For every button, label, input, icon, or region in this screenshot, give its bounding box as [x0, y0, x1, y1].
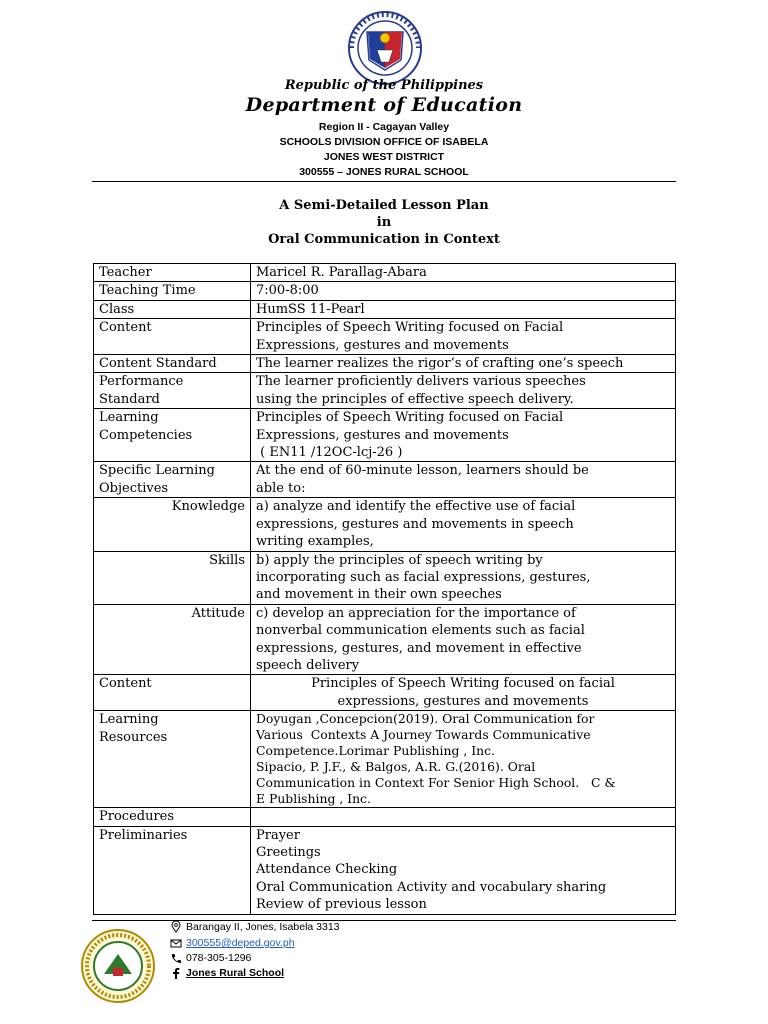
- text-line: incorporating such as facial expressions, gestures,: [256, 569, 591, 585]
- text-line: expressions, gestures, and movement in effective: [256, 640, 582, 656]
- label-cell: Knowledge: [94, 498, 251, 551]
- text-line: nonverbal communication elements such as facial: [256, 623, 585, 639]
- value-cell: [251, 826, 676, 914]
- address-line: [170, 921, 340, 933]
- text-line: The learner realizes the rigor’s of crafting one’s speech: [256, 356, 624, 372]
- text-line: The learner proficiently delivers various speeches: [256, 374, 586, 390]
- text-line: E Publishing , Inc.: [256, 791, 371, 807]
- text-line: writing examples,: [256, 534, 374, 550]
- label-cell: [94, 711, 251, 808]
- table-row: [94, 826, 676, 914]
- email-line: [170, 937, 295, 949]
- label-cell: Content Standard: [94, 355, 251, 373]
- label-line: Objectives: [99, 480, 169, 496]
- value-cell: [251, 675, 676, 711]
- table-row: [94, 373, 676, 409]
- text-line: Expressions, gestures and movements: [256, 427, 509, 443]
- table-row: [94, 355, 676, 373]
- text-line: expressions, gestures and movements in speech: [256, 516, 574, 532]
- value-cell: Maricel R. Parallag-Abara: [251, 264, 676, 282]
- table-row: [94, 319, 676, 355]
- text-line: expressions, gestures and movements: [337, 693, 589, 709]
- label-line: Standard: [99, 391, 160, 407]
- text-line: Prayer: [256, 827, 300, 843]
- table-row: [94, 282, 676, 300]
- text-line: Communication in Context For Senior High School. C &: [256, 775, 616, 791]
- lesson-plan-subject: Oral Communication in Context: [268, 232, 500, 247]
- text-line: speech delivery: [256, 657, 360, 673]
- text-line: Greetings: [256, 844, 321, 860]
- text-line: a) analyze and identify the effective use of facial: [256, 499, 576, 515]
- label-line: Learning: [99, 410, 159, 426]
- location-icon: [170, 921, 182, 933]
- region-text: Region II - Cagayan Valley: [318, 121, 450, 133]
- table-row: [94, 675, 676, 711]
- deped-seal-logo: [337, 10, 433, 86]
- table-row: [94, 264, 676, 282]
- phone-text: 078-305-1296: [186, 952, 252, 964]
- lesson-plan-table: [93, 263, 676, 915]
- text-line: Principles of Speech Writing focused on facial: [311, 676, 615, 692]
- school-logo: [80, 928, 156, 1004]
- district-text: JONES WEST DISTRICT: [323, 151, 445, 163]
- label-cell: Teacher: [94, 264, 251, 282]
- value-cell: [251, 711, 676, 808]
- value-cell: HumSS 11-Pearl: [251, 300, 676, 318]
- text-line: Oral Communication Activity and vocabulary sharing: [256, 879, 607, 895]
- mail-icon: [170, 937, 182, 949]
- facebook-page-link[interactable]: Jones Rural School: [186, 967, 285, 979]
- label-cell: Procedures: [94, 808, 251, 826]
- text-line: Principles of Speech Writing focused on Facial: [256, 410, 564, 426]
- table-row: [94, 409, 676, 462]
- address-text: Barangay II, Jones, Isabela 3313: [186, 921, 340, 933]
- table-row: [94, 498, 676, 551]
- value-cell: [251, 355, 676, 373]
- lesson-plan-title: A Semi-Detailed Lesson Plan: [279, 198, 489, 213]
- value-cell: [251, 551, 676, 604]
- label-cell: Class: [94, 300, 251, 318]
- facebook-icon: [170, 967, 182, 979]
- label-cell: [94, 373, 251, 409]
- label-line: Competencies: [99, 427, 193, 443]
- republic-heading: Republic of the Philippines: [284, 78, 484, 93]
- lesson-plan-in: in: [376, 215, 392, 230]
- text-line: able to:: [256, 480, 306, 496]
- table-row: [94, 604, 676, 675]
- label-cell: Attitude: [94, 604, 251, 675]
- label-line: Resources: [99, 729, 168, 745]
- label-cell: Content: [94, 675, 251, 711]
- value-cell: [251, 604, 676, 675]
- text-line: Various Contexts A Journey Towards Communicative: [256, 727, 591, 743]
- text-line: Sipacio, P. J.F., & Balgos, A.R. G.(2016). Oral: [256, 759, 536, 775]
- label-cell: Content: [94, 319, 251, 355]
- department-heading: Department of Education: [245, 94, 523, 116]
- label-line: Performance: [99, 374, 184, 390]
- header-divider: [92, 181, 676, 182]
- text-line: using the principles of effective speech delivery.: [256, 391, 574, 407]
- value-cell: [251, 373, 676, 409]
- text-line: Doyugan ,Concepcion(2019). Oral Communication for: [256, 711, 595, 727]
- phone-line: [170, 952, 251, 964]
- text-line: Competence.Lorimar Publishing , Inc.: [256, 743, 495, 759]
- text-line: Principles of Speech Writing focused on Facial: [256, 320, 564, 336]
- text-line: At the end of 60-minute lesson, learners should be: [256, 463, 589, 479]
- text-line: Expressions, gestures and movements: [256, 337, 509, 353]
- value-cell: [251, 319, 676, 355]
- phone-icon: [170, 952, 182, 964]
- label-line: Specific Learning: [99, 463, 215, 479]
- table-row: [94, 300, 676, 318]
- school-text: 300555 – JONES RURAL SCHOOL: [299, 166, 469, 178]
- email-link[interactable]: 300555@deped.gov.ph: [186, 937, 295, 949]
- text-line: c) develop an appreciation for the importance of: [256, 605, 576, 621]
- text-line: and movement in their own speeches: [256, 587, 502, 603]
- table-row: [94, 462, 676, 498]
- value-cell: [251, 808, 676, 826]
- label-cell: [94, 462, 251, 498]
- facebook-line: [170, 967, 284, 979]
- value-cell: [251, 409, 676, 462]
- division-text: SCHOOLS DIVISION OFFICE OF ISABELA: [279, 136, 489, 148]
- table-row: [94, 808, 676, 826]
- label-cell: Preliminaries: [94, 826, 251, 914]
- text-line: b) apply the principles of speech writing by: [256, 552, 543, 568]
- text-line: Attendance Checking: [256, 862, 398, 878]
- text-line: ( EN11 /12OC-lcj-26 ): [256, 445, 403, 461]
- label-cell: Skills: [94, 551, 251, 604]
- label-line: Learning: [99, 712, 159, 728]
- value-cell: [251, 498, 676, 551]
- label-cell: [94, 409, 251, 462]
- value-cell: [251, 462, 676, 498]
- label-cell: Teaching Time: [94, 282, 251, 300]
- value-cell: 7:00-8:00: [251, 282, 676, 300]
- table-row: [94, 551, 676, 604]
- table-row: [94, 711, 676, 808]
- text-line: Review of previous lesson: [256, 897, 427, 913]
